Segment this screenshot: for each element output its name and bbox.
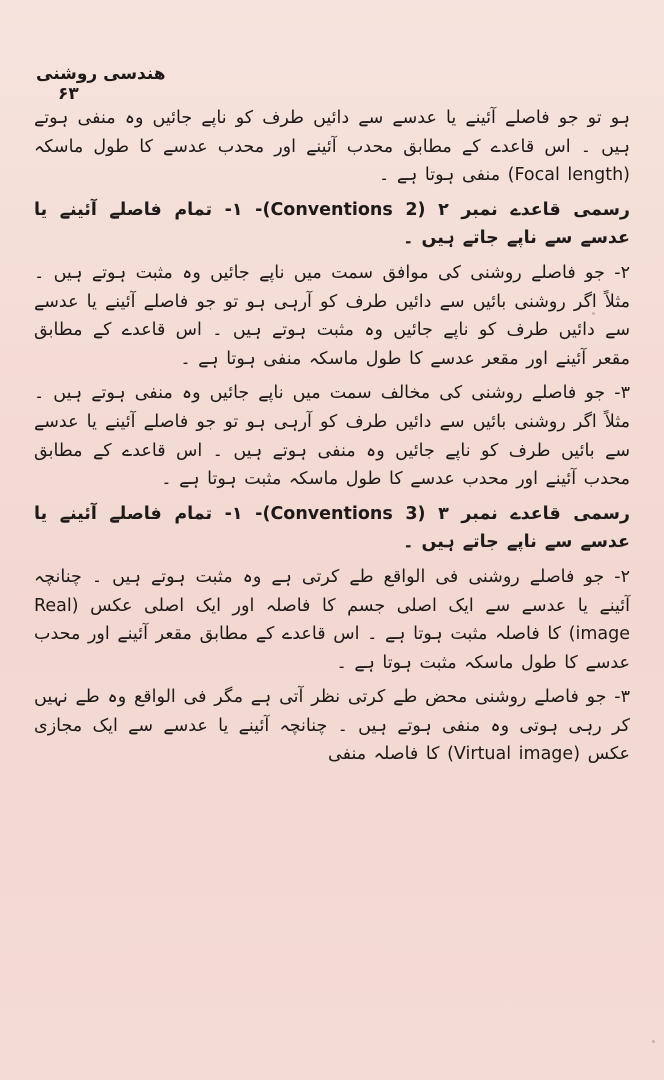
running-head: هندسی روشنی bbox=[36, 64, 166, 84]
paragraph-conventions-3-rule-1: رسمی قاعدے نمبر ۳ (Conventions 3)- ۱- تمام فاصلے آئینے یا عدسے سے ناپے جاتے ہیں ۔ bbox=[34, 503, 630, 553]
page-number: ۶۳ bbox=[58, 84, 79, 104]
body-text bbox=[34, 104, 630, 775]
paper-speck bbox=[652, 1040, 655, 1043]
paragraph-conventions-2-rule-1: رسمی قاعدے نمبر ۲ (Conventions 2)- ۱- تمام فاصلے آئینے یا عدسے سے ناپے جاتے ہیں ۔ bbox=[34, 199, 630, 249]
paper-speck bbox=[592, 312, 595, 315]
paragraph-conventions-2-rule-3: ۳- جو فاصلے روشنی کی مخالف سمت میں ناپے جائیں وہ منفی ہوتے ہیں ۔ مثلاً اگر روشنی بائیں سے دائیں طرف کو آرہی ہو تو جو فاصلے آئینے یا عدسے سے بائیں طرف کو ناپے جائیں وہ منفی ہوتے ہیں ۔ اس قاعدے کے مطابق محدب آئینے اور محدب عدسے کا طول ماسکہ مثبت ہوتا ہے ۔ bbox=[34, 383, 630, 490]
paragraph-continuation: ہو تو جو فاصلے آئینے یا عدسے سے دائیں طرف کو ناپے جائیں وہ منفی ہوتے ہیں ۔ اس قاعدے کے مطابق محدب آئینے اور محدب عدسے کا طول ماسکہ (Focal length) منفی ہوتا ہے ۔ bbox=[34, 108, 630, 186]
paragraph-conventions-3-rule-3: ۳- جو فاصلے روشنی محض طے کرتی نظر آتی ہے مگر فی الواقع وہ طے نہیں کر رہی ہوتی وہ منفی ہوتے ہیں ۔ چنانچہ آئینے یا عدسے سے ایک مجازی عکس (Virtual image) کا فاصلہ منفی bbox=[34, 687, 630, 765]
paragraph-conventions-2-rule-2: ۲- جو فاصلے روشنی کی موافق سمت میں ناپے جائیں وہ مثبت ہوتے ہیں ۔ مثلاً اگر روشنی بائیں سے دائیں طرف کو آرہی ہو تو جو فاصلے آئینے یا عدسے سے دائیں طرف کو ناپے جائیں وہ مثبت ہوتے ہیں ۔ اس قاعدے کے مطابق مقعر آئینے اور مقعر عدسے کا طول ماسکہ منفی ہوتا ہے ۔ bbox=[34, 262, 630, 369]
paragraph-conventions-3-rule-2: ۲- جو فاصلے روشنی فی الواقع طے کرتی ہے وہ مثبت ہوتے ہیں ۔ چنانچہ آئینے یا عدسے سے ایک اصلی جسم کا فاصلہ اور ایک اصلی عکس (Real image) کا فاصلہ مثبت ہوتا ہے ۔ اس قاعدے کے مطابق مقعر آئینے اور محدب عدسے کا طول ماسکہ مثبت ہوتا ہے ۔ bbox=[34, 566, 630, 673]
